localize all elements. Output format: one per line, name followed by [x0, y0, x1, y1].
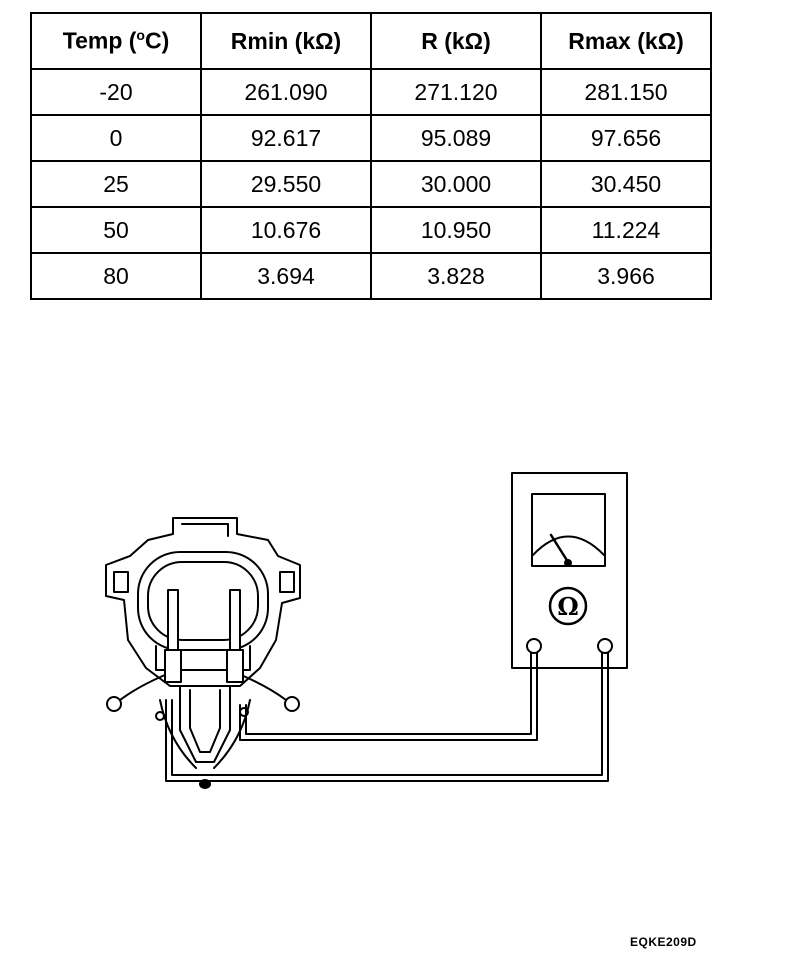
header-temp-prefix: Temp ( [62, 27, 137, 54]
cell-r: 3.828 [371, 253, 541, 299]
cell-temp: 25 [31, 161, 201, 207]
cell-rmin: 261.090 [201, 69, 371, 115]
cell-rmax: 3.966 [541, 253, 711, 299]
sensor-probe-inner [190, 690, 220, 752]
cell-temp: 50 [31, 207, 201, 253]
cell-rmax: 97.656 [541, 115, 711, 161]
temperature-sensor [106, 518, 300, 788]
probe-pin-right [230, 590, 240, 650]
probe-sleeve-left [165, 650, 181, 682]
header-temp-degree: o [136, 27, 145, 44]
header-temp-suffix: C) [144, 27, 170, 54]
test-lead-inner-a [246, 653, 531, 734]
cell-rmax: 30.450 [541, 161, 711, 207]
sensor-thread-mark-left [156, 712, 164, 720]
ohmmeter-terminal-right [598, 639, 612, 653]
cell-r: 10.950 [371, 207, 541, 253]
ohmmeter-scale-arc [533, 537, 604, 556]
ohmmeter-terminal-left [527, 639, 541, 653]
cell-r: 95.089 [371, 115, 541, 161]
sensor-locking-tab [182, 524, 228, 536]
header-rmax: Rmax (kΩ) [541, 13, 711, 69]
cell-temp: 80 [31, 253, 201, 299]
cell-rmin: 29.550 [201, 161, 371, 207]
sensor-side-lug-right [280, 572, 294, 592]
sensor-probe [180, 686, 230, 762]
sensor-probe-tip [200, 780, 210, 788]
ohmmeter [512, 473, 627, 668]
sensor-connector-housing [106, 518, 300, 686]
figure-code: EQKE209D [630, 935, 697, 949]
cell-rmax: 11.224 [541, 207, 711, 253]
cell-rmin: 10.676 [201, 207, 371, 253]
ohm-symbol: Ω [557, 592, 579, 621]
cell-r: 271.120 [371, 69, 541, 115]
sensor-side-lug-left [114, 572, 128, 592]
header-rmin: Rmin (kΩ) [201, 13, 371, 69]
cell-r: 30.000 [371, 161, 541, 207]
ohmmeter-needle-pivot [565, 560, 571, 566]
sensor-connector-shroud-inner [148, 562, 258, 640]
cell-rmin: 3.694 [201, 253, 371, 299]
sensor-mount-hole-left [107, 697, 121, 711]
sensor-mount-hole-right [285, 697, 299, 711]
cell-temp: 0 [31, 115, 201, 161]
cell-rmax: 281.150 [541, 69, 711, 115]
probe-tips [165, 590, 243, 682]
cell-rmin: 92.617 [201, 115, 371, 161]
cell-temp: -20 [31, 69, 201, 115]
ohmmeter-dial-window [532, 494, 605, 566]
sensor-connector-shroud-outer [138, 552, 268, 650]
header-r: R (kΩ) [371, 13, 541, 69]
probe-pin-left [168, 590, 178, 650]
ohmmeter-body [512, 473, 627, 668]
probe-sleeve-right [227, 650, 243, 682]
test-lead-inner-b [240, 653, 537, 740]
ohmmeter-needle [551, 535, 568, 562]
